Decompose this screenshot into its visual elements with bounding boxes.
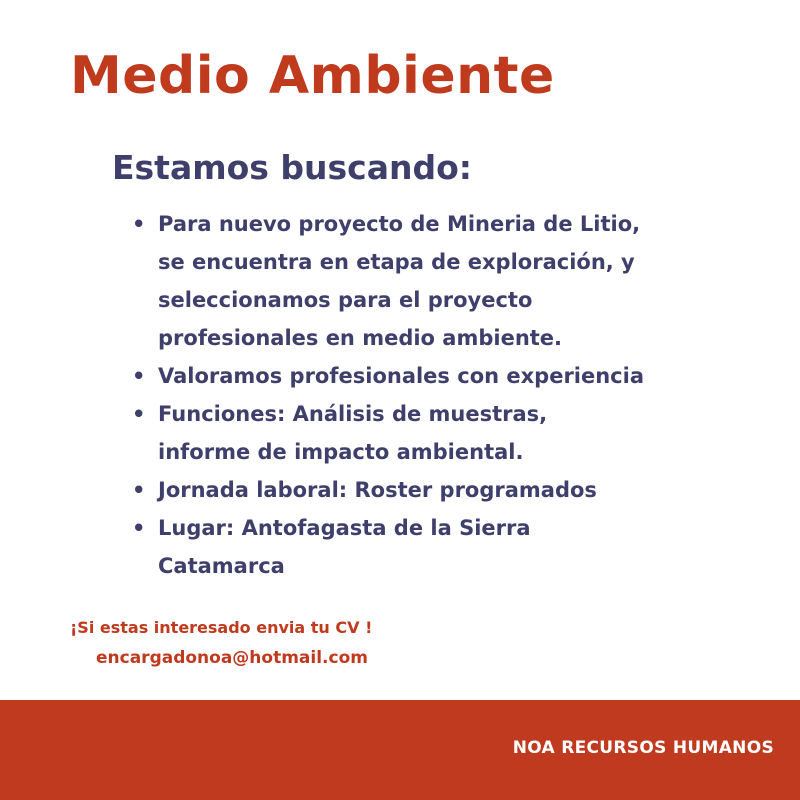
list-item-line: seleccionamos para el proyecto: [158, 288, 533, 312]
requirements-list: [132, 205, 692, 585]
footer-banner: [0, 700, 800, 800]
list-item-line: Para nuevo proyecto de Mineria de Litio,: [158, 212, 641, 236]
bullet-dot-icon: •: [132, 402, 146, 426]
list-item-line: Catamarca: [158, 554, 285, 578]
list-item-line: Lugar: Antofagasta de la Sierra: [158, 516, 531, 540]
list-item: [132, 205, 692, 357]
call-to-action: ¡Si estas interesado envia tu CV !: [70, 618, 373, 637]
bullet-dot-icon: •: [132, 364, 146, 388]
list-item-line: se encuentra en etapa de exploración, y: [158, 250, 635, 274]
bullet-dot-icon: •: [132, 516, 146, 540]
list-item-text: [158, 357, 692, 395]
list-item-text: [158, 205, 692, 357]
list-item: [132, 471, 692, 509]
list-item-line: Funciones: Análisis de muestras,: [158, 402, 548, 426]
list-item-line: informe de impacto ambiental.: [158, 440, 524, 464]
section-heading: Estamos buscando:: [112, 148, 472, 187]
bullet-dot-icon: •: [132, 212, 146, 236]
contact-email: encargadonoa@hotmail.com: [96, 648, 368, 668]
page-title: Medio Ambiente: [70, 46, 555, 106]
list-item-line: profesionales en medio ambiente.: [158, 326, 563, 350]
list-item-text: [158, 471, 692, 509]
bullet-dot-icon: •: [132, 478, 146, 502]
list-item: [132, 357, 692, 395]
list-item-text: [158, 395, 692, 471]
list-item: [132, 395, 692, 471]
list-item-line: Jornada laboral: Roster programados: [158, 478, 597, 502]
list-item-text: [158, 509, 692, 585]
list-item: [132, 509, 692, 585]
footer-brand: NOA RECURSOS HUMANOS: [512, 738, 774, 758]
list-item-line: Valoramos profesionales con experiencia: [158, 364, 645, 388]
